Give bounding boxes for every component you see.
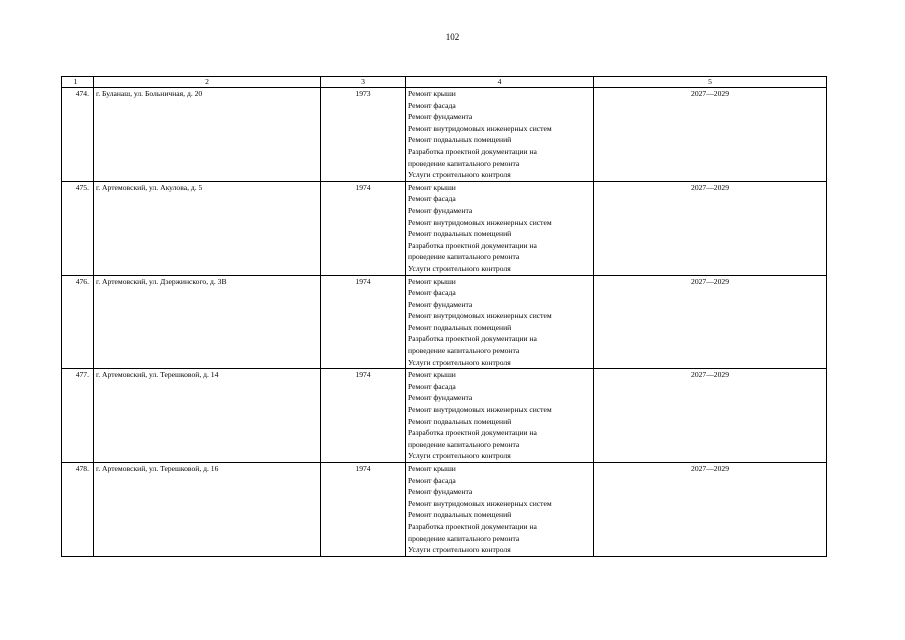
work-item: Ремонт крыши (408, 89, 456, 98)
column-header: 3 (321, 77, 406, 88)
work-item: Ремонт фундамента (408, 393, 473, 403)
work-item: Разработка проектной документации на (408, 428, 537, 438)
work-item: Ремонт внутридомовых инженерных систем (408, 405, 552, 415)
work-item: Ремонт фундамента (408, 112, 473, 122)
table-row (62, 275, 827, 369)
table-row (62, 181, 827, 275)
work-item: Ремонт подвальных помещений (408, 510, 512, 520)
work-item: Ремонт внутридомовых инженерных систем (408, 123, 552, 133)
work-item: проведение капитального ремонта (408, 346, 520, 356)
page-number: 102 (445, 32, 460, 42)
row-number: 475. (62, 181, 94, 275)
table-row (62, 88, 827, 182)
capital-repair-table (61, 76, 827, 557)
work-item: Ремонт фундамента (408, 205, 473, 215)
work-item: Услуги строительного контроля (408, 170, 511, 180)
work-item: Ремонт крыши (408, 464, 456, 473)
column-header: 2 (94, 77, 321, 88)
year-cell: 1974 (321, 369, 406, 463)
address-cell: г. Артемовский, ул. Акулова, д. 5 (94, 181, 321, 275)
work-item: Ремонт крыши (408, 276, 456, 286)
work-item: Ремонт внутридомовых инженерных систем (408, 311, 552, 321)
address-cell: г. Артемовский, ул. Терешковой, д. 14 (94, 369, 321, 463)
work-item: проведение капитального ремонта (408, 252, 520, 262)
work-item: Ремонт крыши (408, 370, 456, 380)
work-item: Разработка проектной документации на (408, 146, 537, 156)
work-item: Ремонт внутридомовых инженерных систем (408, 498, 552, 508)
work-item: Разработка проектной документации на (408, 334, 537, 344)
work-item: Ремонт подвальных помещений (408, 229, 512, 239)
work-item: проведение капитального ремонта (408, 158, 520, 168)
period-cell: 2027—2029 (594, 88, 827, 182)
work-item: Ремонт фундамента (408, 487, 473, 497)
year-cell: 1974 (321, 463, 406, 557)
work-item: Услуги строительного контроля (408, 263, 511, 273)
row-number: 474. (62, 88, 94, 182)
work-item: Ремонт подвальных помещений (408, 416, 512, 426)
work-item: проведение капитального ремонта (408, 439, 520, 449)
period-cell: 2027—2029 (594, 181, 827, 275)
year-cell: 1973 (321, 88, 406, 182)
address-cell: г. Артемовский, ул. Терешковой, д. 16 (94, 463, 321, 557)
work-item: Ремонт подвальных помещений (408, 135, 512, 145)
table-row (62, 369, 827, 463)
work-item: Услуги строительного контроля (408, 357, 511, 367)
work-item: Услуги строительного контроля (408, 451, 511, 461)
address-cell: г. Артемовский, ул. Дзержинского, д. 3В (94, 275, 321, 369)
works-cell (406, 181, 594, 275)
work-item: Разработка проектной документации на (408, 521, 537, 531)
work-item: Услуги строительного контроля (408, 545, 511, 555)
work-item: Разработка проектной документации на (408, 240, 537, 250)
works-cell (406, 275, 594, 369)
header-row (62, 77, 827, 88)
work-item: Ремонт фундамента (408, 299, 473, 309)
column-header: 5 (594, 77, 827, 88)
work-item: Ремонт внутридомовых инженерных систем (408, 217, 552, 227)
work-item: Ремонт фасада (408, 194, 456, 204)
column-header: 1 (62, 77, 94, 88)
period-cell: 2027—2029 (594, 275, 827, 369)
period-cell: 2027—2029 (594, 369, 827, 463)
column-header: 4 (406, 77, 594, 88)
year-cell: 1974 (321, 275, 406, 369)
works-cell (406, 88, 594, 182)
work-item: Ремонт фасада (408, 100, 456, 110)
table-row (62, 463, 827, 557)
work-item: Ремонт фасада (408, 381, 456, 391)
work-item: проведение капитального ремонта (408, 533, 520, 543)
works-cell (406, 369, 594, 463)
period-cell: 2027—2029 (594, 463, 827, 557)
row-number: 477. (62, 369, 94, 463)
work-item: Ремонт фасада (408, 475, 456, 485)
row-number: 476. (62, 275, 94, 369)
work-item: Ремонт подвальных помещений (408, 322, 512, 332)
row-number: 478. (62, 463, 94, 557)
year-cell: 1974 (321, 181, 406, 275)
work-item: Ремонт крыши (408, 182, 456, 192)
work-item: Ремонт фасада (408, 288, 456, 298)
works-cell (406, 463, 594, 557)
address-cell: г. Буланаш, ул. Больничная, д. 20 (94, 88, 321, 182)
